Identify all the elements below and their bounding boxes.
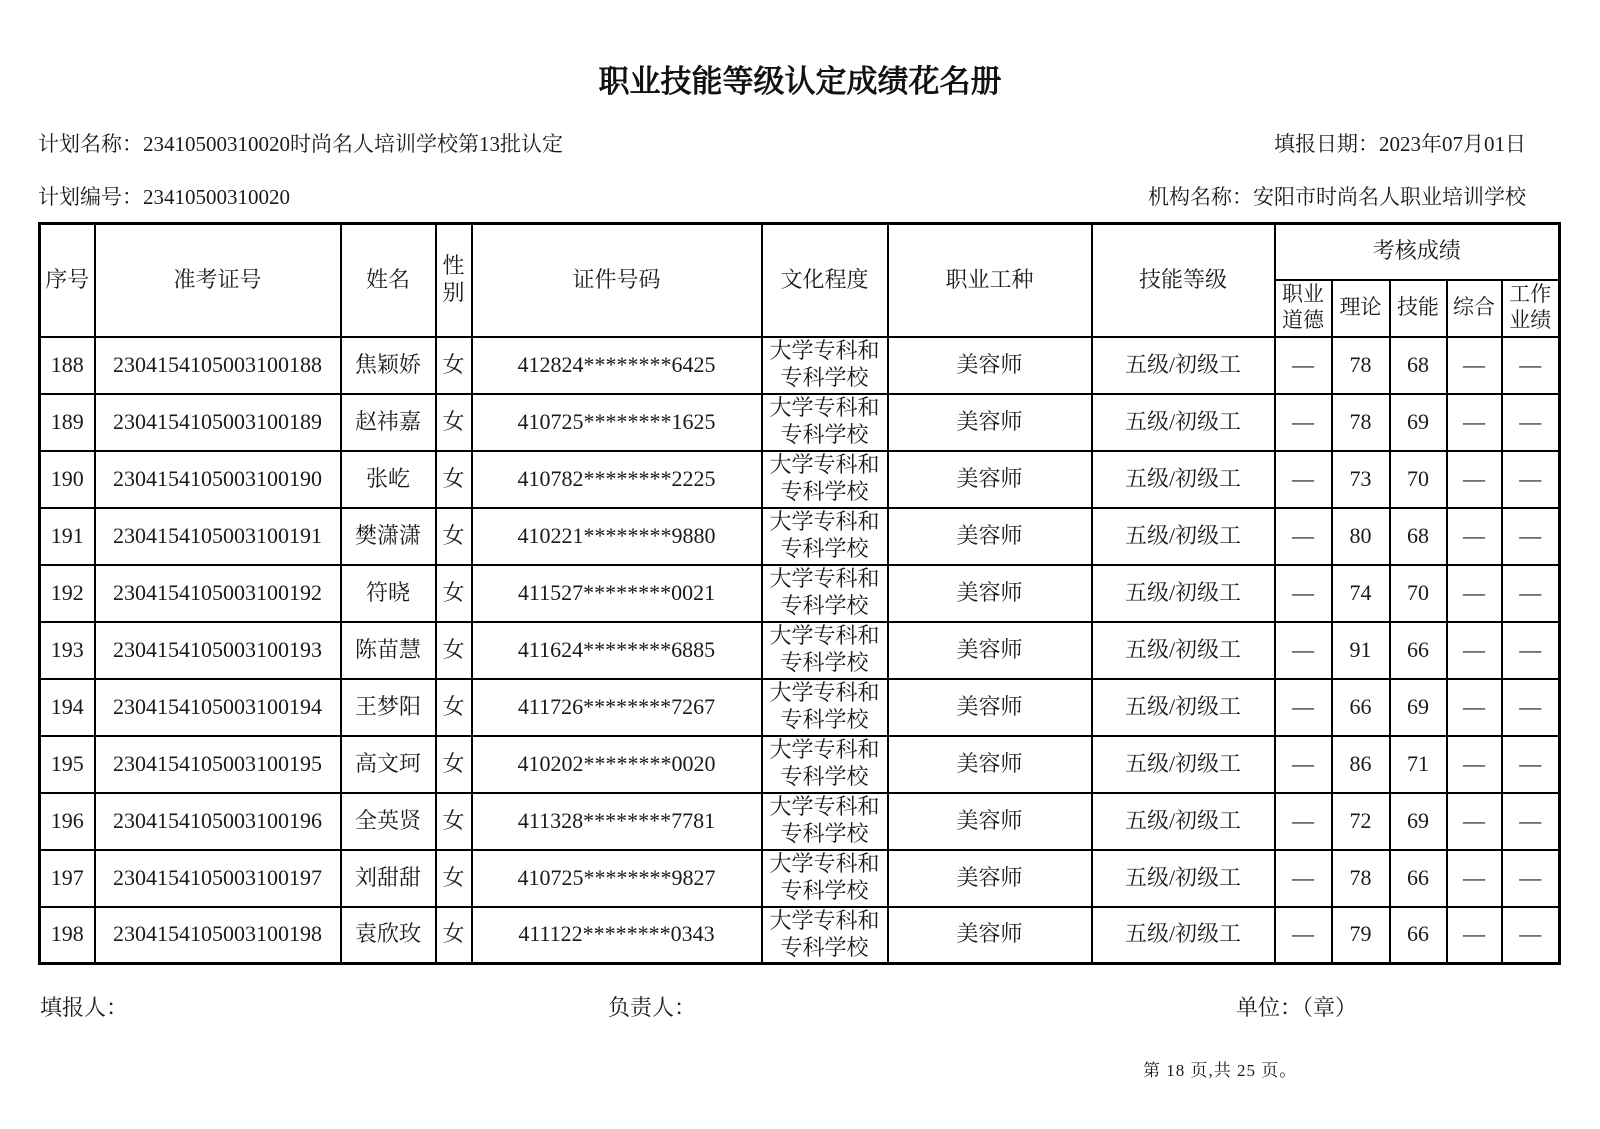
cell-seq: 190 [40, 451, 95, 508]
cell-id-no: 410221********9880 [472, 508, 762, 565]
cell-gender: 女 [436, 337, 472, 394]
cell-exam-no: 2304154105003100190 [95, 451, 341, 508]
col-header-id-no: 证件号码 [472, 224, 762, 337]
table-body [40, 337, 1560, 964]
cell-theory-score: 78 [1332, 850, 1390, 907]
unit-seal-label: 单位：（章） [1236, 995, 1358, 1020]
col-header-seq: 序号 [40, 224, 95, 337]
table-row [40, 736, 1560, 793]
plan-name [38, 131, 563, 158]
plan-code-label: 计划编号： [38, 185, 143, 209]
cell-gender: 女 [436, 394, 472, 451]
cell-id-no: 410782********2225 [472, 451, 762, 508]
cell-comprehensive-score: — [1447, 850, 1502, 907]
table-row [40, 451, 1560, 508]
cell-exam-no: 2304154105003100193 [95, 622, 341, 679]
table-row [40, 394, 1560, 451]
cell-id-no: 410725********1625 [472, 394, 762, 451]
cell-theory-score: 73 [1332, 451, 1390, 508]
cell-education: 大学专科和专科学校 [762, 622, 888, 679]
cell-work-performance-score: — [1502, 394, 1560, 451]
cell-seq: 192 [40, 565, 95, 622]
col-header-work-performance: 工作业绩 [1502, 280, 1560, 337]
cell-exam-no: 2304154105003100191 [95, 508, 341, 565]
cell-name: 全英贤 [341, 793, 436, 850]
cell-skill-score: 69 [1390, 394, 1447, 451]
cell-exam-no: 2304154105003100196 [95, 793, 341, 850]
cell-ethics-score: — [1275, 850, 1332, 907]
cell-occupation: 美容师 [888, 679, 1092, 736]
cell-work-performance-score: — [1502, 736, 1560, 793]
cell-gender: 女 [436, 451, 472, 508]
responsible-label: 负责人： [608, 995, 697, 1020]
cell-education: 大学专科和专科学校 [762, 565, 888, 622]
meta-row-1 [38, 131, 1526, 158]
plan-name-value: 23410500310020时尚名人培训学校第13批认定 [143, 132, 563, 156]
cell-skill-level: 五级/初级工 [1092, 394, 1275, 451]
cell-comprehensive-score: — [1447, 451, 1502, 508]
cell-comprehensive-score: — [1447, 394, 1502, 451]
cell-work-performance-score: — [1502, 622, 1560, 679]
cell-exam-no: 2304154105003100195 [95, 736, 341, 793]
cell-ethics-score: — [1275, 394, 1332, 451]
cell-seq: 194 [40, 679, 95, 736]
col-header-gender: 性别 [436, 224, 472, 337]
cell-education: 大学专科和专科学校 [762, 337, 888, 394]
cell-skill-score: 68 [1390, 508, 1447, 565]
cell-occupation: 美容师 [888, 337, 1092, 394]
cell-id-no: 410725********9827 [472, 850, 762, 907]
cell-exam-no: 2304154105003100189 [95, 394, 341, 451]
meta-row-2 [38, 184, 1526, 211]
cell-name: 赵祎嘉 [341, 394, 436, 451]
cell-name: 符晓 [341, 565, 436, 622]
cell-work-performance-score: — [1502, 508, 1560, 565]
cell-occupation: 美容师 [888, 565, 1092, 622]
table-row [40, 337, 1560, 394]
cell-gender: 女 [436, 736, 472, 793]
cell-comprehensive-score: — [1447, 622, 1502, 679]
cell-ethics-score: — [1275, 736, 1332, 793]
cell-id-no: 410202********0020 [472, 736, 762, 793]
cell-comprehensive-score: — [1447, 793, 1502, 850]
cell-work-performance-score: — [1502, 565, 1560, 622]
org-name-label: 机构名称： [1148, 185, 1253, 209]
cell-skill-level: 五级/初级工 [1092, 337, 1275, 394]
cell-occupation: 美容师 [888, 508, 1092, 565]
page-title: 职业技能等级认定成绩花名册 [598, 64, 1002, 99]
cell-theory-score: 78 [1332, 394, 1390, 451]
cell-name: 刘甜甜 [341, 850, 436, 907]
cell-seq: 198 [40, 907, 95, 964]
cell-seq: 188 [40, 337, 95, 394]
cell-occupation: 美容师 [888, 451, 1092, 508]
cell-education: 大学专科和专科学校 [762, 394, 888, 451]
cell-comprehensive-score: — [1447, 679, 1502, 736]
cell-ethics-score: — [1275, 565, 1332, 622]
cell-gender: 女 [436, 850, 472, 907]
cell-name: 樊潇潇 [341, 508, 436, 565]
plan-code [38, 184, 290, 211]
report-date-label: 填报日期： [1274, 132, 1379, 156]
cell-exam-no: 2304154105003100194 [95, 679, 341, 736]
cell-seq: 189 [40, 394, 95, 451]
cell-exam-no: 2304154105003100188 [95, 337, 341, 394]
cell-occupation: 美容师 [888, 850, 1092, 907]
cell-id-no: 411328********7781 [472, 793, 762, 850]
org-name-value: 安阳市时尚名人职业培训学校 [1253, 185, 1526, 209]
col-header-name: 姓名 [341, 224, 436, 337]
cell-occupation: 美容师 [888, 793, 1092, 850]
cell-skill-score: 69 [1390, 793, 1447, 850]
cell-occupation: 美容师 [888, 907, 1092, 964]
cell-gender: 女 [436, 622, 472, 679]
cell-work-performance-score: — [1502, 451, 1560, 508]
cell-skill-level: 五级/初级工 [1092, 736, 1275, 793]
col-header-skill: 技能 [1390, 280, 1447, 337]
cell-id-no: 412824********6425 [472, 337, 762, 394]
cell-gender: 女 [436, 508, 472, 565]
cell-gender: 女 [436, 793, 472, 850]
cell-id-no: 411527********0021 [472, 565, 762, 622]
cell-skill-level: 五级/初级工 [1092, 679, 1275, 736]
table-row [40, 793, 1560, 850]
cell-theory-score: 91 [1332, 622, 1390, 679]
cell-skill-level: 五级/初级工 [1092, 565, 1275, 622]
col-header-exam-no: 准考证号 [95, 224, 341, 337]
cell-skill-level: 五级/初级工 [1092, 793, 1275, 850]
signature-row [0, 991, 1600, 1021]
cell-name: 王梦阳 [341, 679, 436, 736]
cell-comprehensive-score: — [1447, 508, 1502, 565]
cell-id-no: 411122********0343 [472, 907, 762, 964]
table-row [40, 565, 1560, 622]
cell-education: 大学专科和专科学校 [762, 451, 888, 508]
cell-occupation: 美容师 [888, 394, 1092, 451]
cell-name: 陈苗慧 [341, 622, 436, 679]
cell-id-no: 411726********7267 [472, 679, 762, 736]
cell-ethics-score: — [1275, 337, 1332, 394]
cell-seq: 191 [40, 508, 95, 565]
cell-skill-score: 70 [1390, 451, 1447, 508]
cell-education: 大学专科和专科学校 [762, 679, 888, 736]
cell-theory-score: 86 [1332, 736, 1390, 793]
cell-skill-score: 71 [1390, 736, 1447, 793]
cell-ethics-score: — [1275, 622, 1332, 679]
col-header-occupation: 职业工种 [888, 224, 1092, 337]
cell-comprehensive-score: — [1447, 736, 1502, 793]
cell-education: 大学专科和专科学校 [762, 508, 888, 565]
cell-id-no: 411624********6885 [472, 622, 762, 679]
cell-name: 高文珂 [341, 736, 436, 793]
filler-label: 填报人： [40, 995, 129, 1020]
cell-name: 袁欣玫 [341, 907, 436, 964]
cell-ethics-score: — [1275, 907, 1332, 964]
cell-skill-score: 66 [1390, 622, 1447, 679]
cell-ethics-score: — [1275, 679, 1332, 736]
report-date [1274, 131, 1526, 158]
cell-skill-level: 五级/初级工 [1092, 508, 1275, 565]
col-header-education: 文化程度 [762, 224, 888, 337]
cell-gender: 女 [436, 907, 472, 964]
cell-exam-no: 2304154105003100198 [95, 907, 341, 964]
score-roster-table [38, 222, 1561, 965]
cell-ethics-score: — [1275, 508, 1332, 565]
cell-comprehensive-score: — [1447, 337, 1502, 394]
cell-exam-no: 2304154105003100192 [95, 565, 341, 622]
cell-exam-no: 2304154105003100197 [95, 850, 341, 907]
cell-work-performance-score: — [1502, 679, 1560, 736]
col-header-theory: 理论 [1332, 280, 1390, 337]
cell-education: 大学专科和专科学校 [762, 793, 888, 850]
cell-name: 焦颖娇 [341, 337, 436, 394]
col-header-ethics: 职业道德 [1275, 280, 1332, 337]
cell-seq: 193 [40, 622, 95, 679]
table-row [40, 508, 1560, 565]
cell-skill-score: 66 [1390, 907, 1447, 964]
cell-theory-score: 79 [1332, 907, 1390, 964]
cell-education: 大学专科和专科学校 [762, 850, 888, 907]
cell-skill-level: 五级/初级工 [1092, 622, 1275, 679]
cell-comprehensive-score: — [1447, 565, 1502, 622]
cell-ethics-score: — [1275, 451, 1332, 508]
cell-seq: 196 [40, 793, 95, 850]
page-number: 第 18 页,共 25 页。 [1143, 1061, 1298, 1080]
cell-work-performance-score: — [1502, 850, 1560, 907]
cell-theory-score: 78 [1332, 337, 1390, 394]
cell-skill-level: 五级/初级工 [1092, 907, 1275, 964]
cell-education: 大学专科和专科学校 [762, 907, 888, 964]
cell-name: 张屹 [341, 451, 436, 508]
cell-theory-score: 66 [1332, 679, 1390, 736]
cell-work-performance-score: — [1502, 907, 1560, 964]
cell-work-performance-score: — [1502, 793, 1560, 850]
cell-work-performance-score: — [1502, 337, 1560, 394]
cell-occupation: 美容师 [888, 736, 1092, 793]
table-row [40, 679, 1560, 736]
cell-skill-level: 五级/初级工 [1092, 451, 1275, 508]
col-header-comprehensive: 综合 [1447, 280, 1502, 337]
table-row [40, 907, 1560, 964]
cell-skill-level: 五级/初级工 [1092, 850, 1275, 907]
cell-gender: 女 [436, 679, 472, 736]
cell-theory-score: 74 [1332, 565, 1390, 622]
cell-skill-score: 69 [1390, 679, 1447, 736]
cell-theory-score: 80 [1332, 508, 1390, 565]
cell-skill-score: 68 [1390, 337, 1447, 394]
plan-code-value: 23410500310020 [143, 185, 290, 209]
cell-skill-score: 66 [1390, 850, 1447, 907]
cell-occupation: 美容师 [888, 622, 1092, 679]
cell-comprehensive-score: — [1447, 907, 1502, 964]
org-name [1148, 184, 1526, 211]
table-row [40, 850, 1560, 907]
report-date-value: 2023年07月01日 [1379, 132, 1526, 156]
plan-name-label: 计划名称： [38, 132, 143, 156]
table-row [40, 622, 1560, 679]
cell-skill-score: 70 [1390, 565, 1447, 622]
col-header-scores-group: 考核成绩 [1275, 224, 1560, 280]
cell-seq: 195 [40, 736, 95, 793]
cell-education: 大学专科和专科学校 [762, 736, 888, 793]
cell-theory-score: 72 [1332, 793, 1390, 850]
cell-ethics-score: — [1275, 793, 1332, 850]
col-header-skill-level: 技能等级 [1092, 224, 1275, 337]
cell-seq: 197 [40, 850, 95, 907]
cell-gender: 女 [436, 565, 472, 622]
